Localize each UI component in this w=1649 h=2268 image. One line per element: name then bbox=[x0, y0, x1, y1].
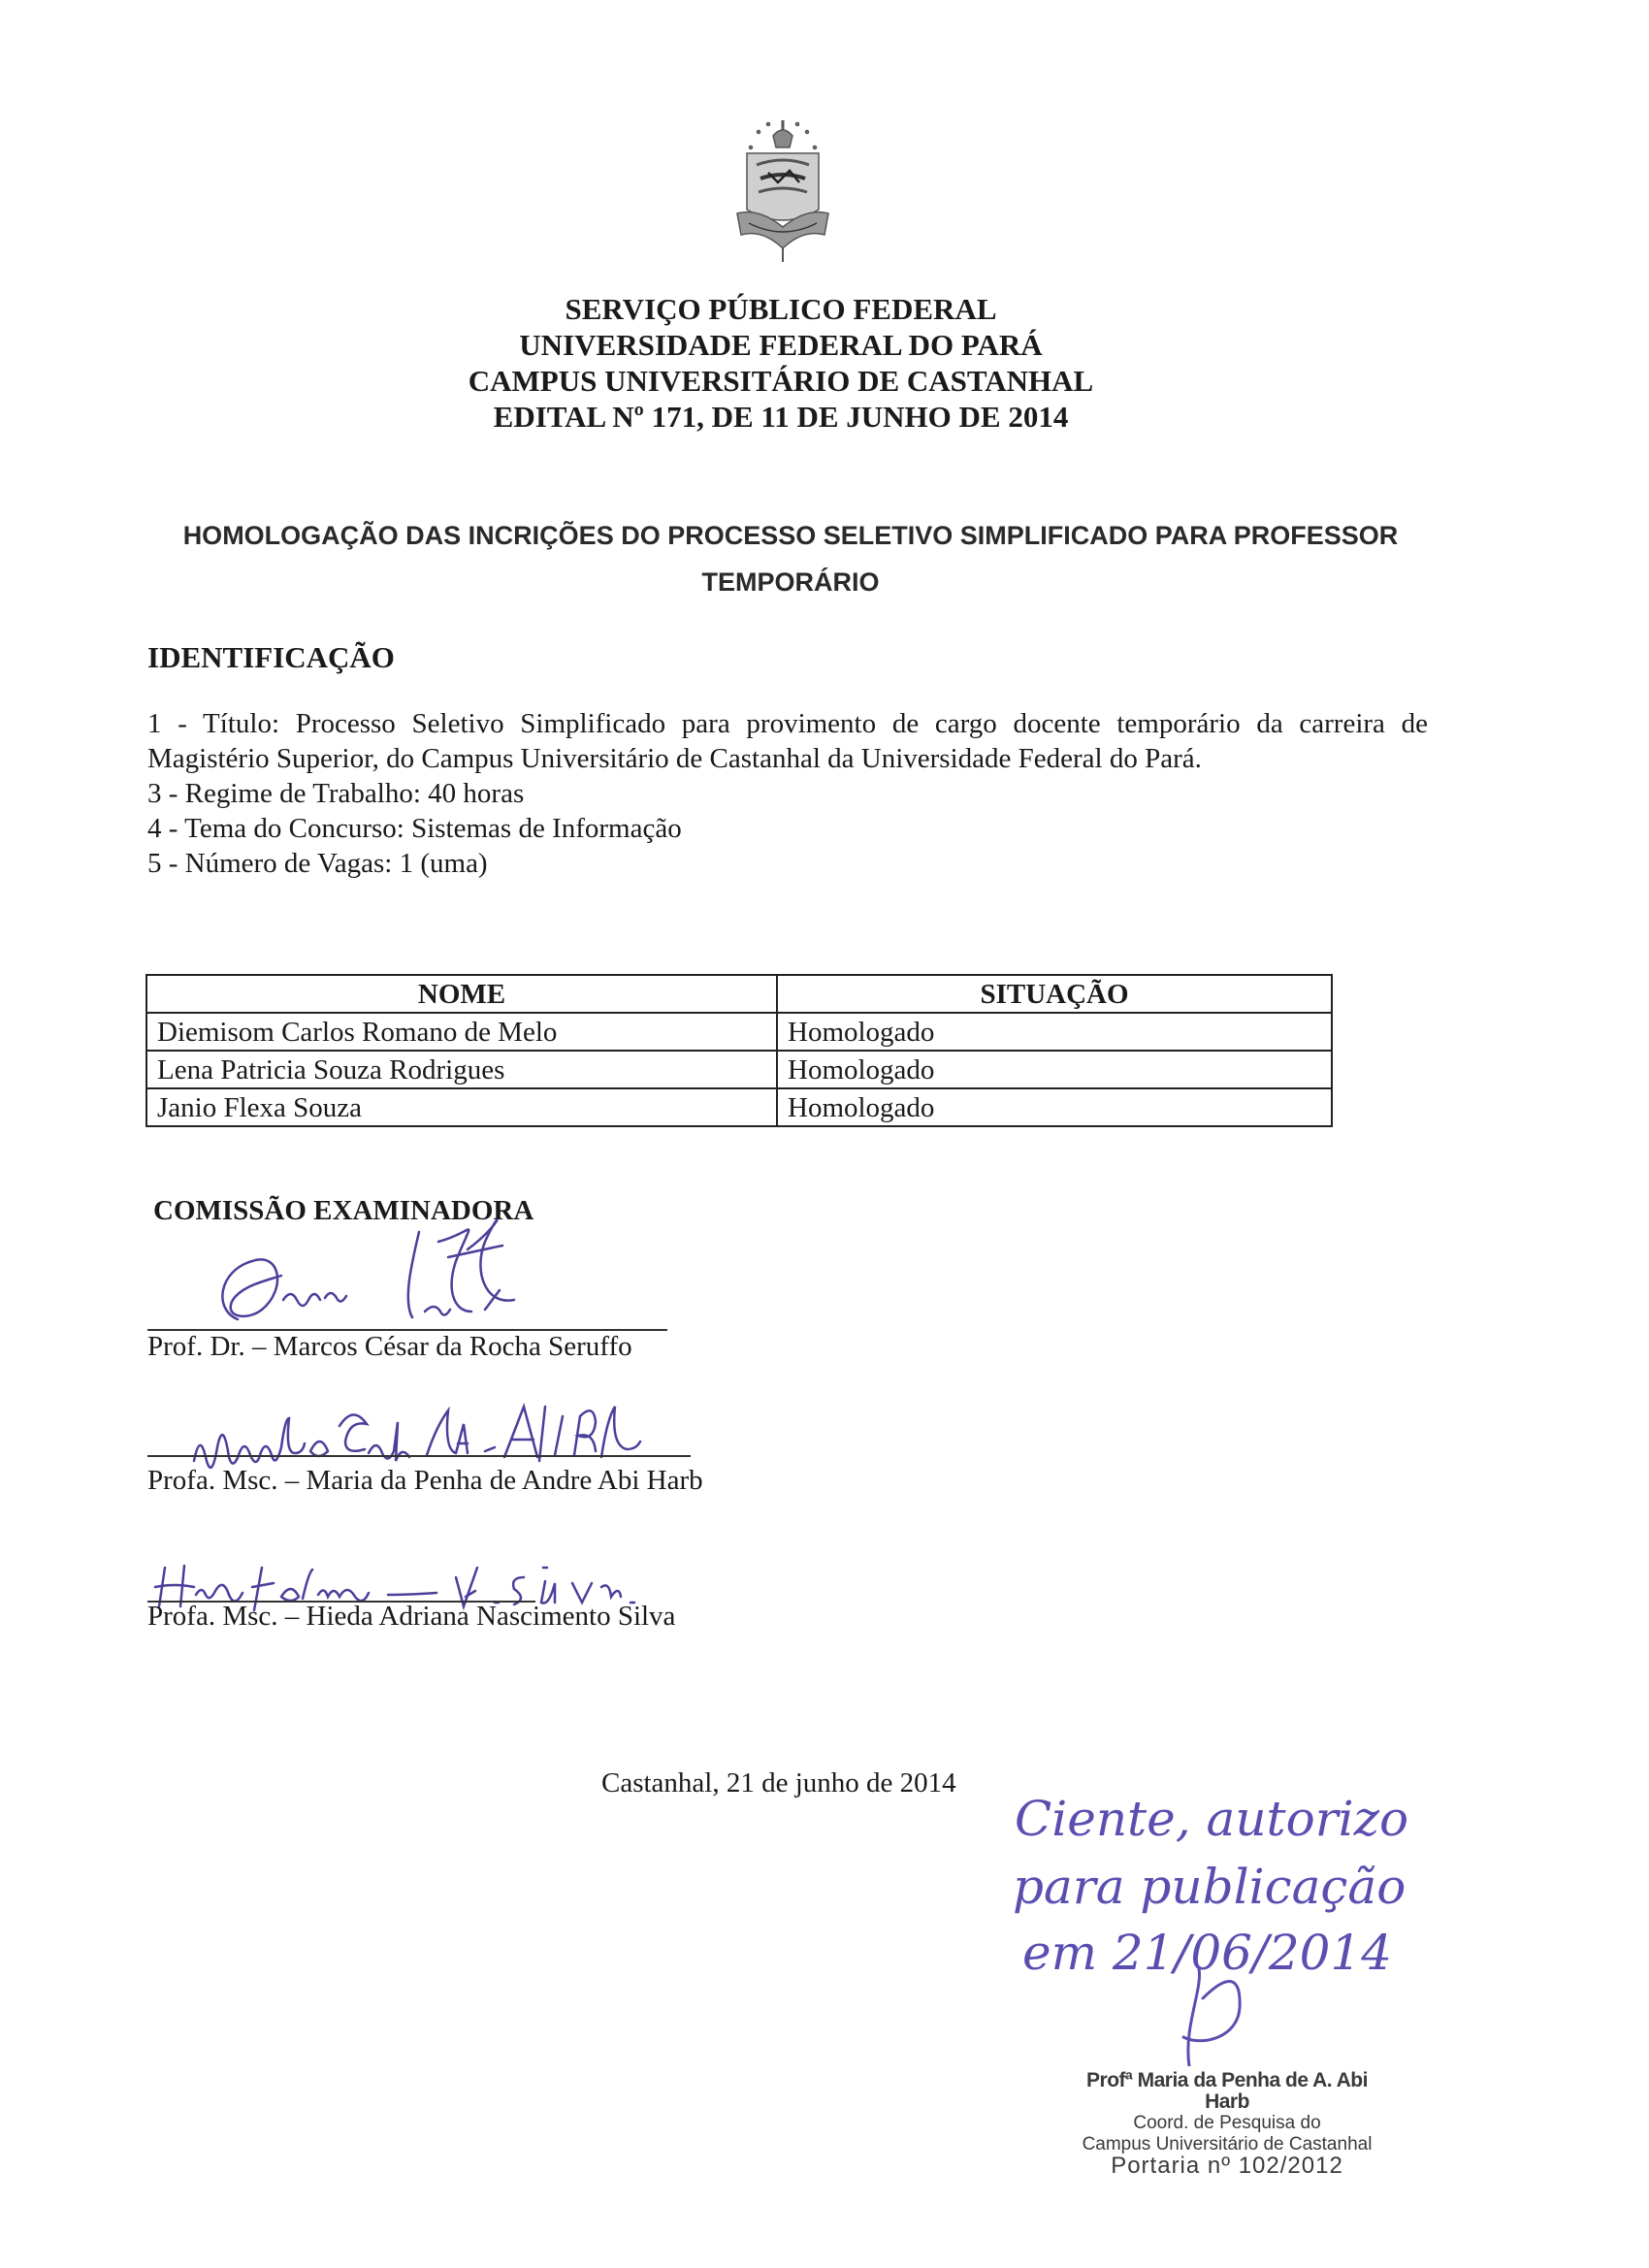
candidate-name: Diemisom Carlos Romano de Melo bbox=[146, 1013, 777, 1051]
header-line-campus: CAMPUS UNIVERSITÁRIO DE CASTANHAL bbox=[468, 364, 1094, 398]
identification-item-vacancies: 5 - Número de Vagas: 1 (uma) bbox=[147, 848, 488, 879]
signature-line bbox=[147, 1455, 691, 1457]
handwritten-line-1: Ciente, autorizo bbox=[1015, 1791, 1409, 1847]
identification-section bbox=[147, 706, 1428, 881]
identification-item-title: 1 - Título: Processo Seletivo Simplificado para provimento de cargo docente temporário da carreira de Magistério Superior, do Campus Universitário de Castanhal da Universidade Federal do Pará. bbox=[147, 708, 1428, 774]
handwritten-line-3: em 21/06/2014 bbox=[1022, 1925, 1393, 1981]
stamp-campus: Campus Universitário de Castanhal bbox=[1082, 2134, 1373, 2155]
stamp-ordinance: Portaria nº 102/2012 bbox=[1111, 2153, 1343, 2179]
commission-member-2: Profa. Msc. – Maria da Penha de Andre Abi Harb bbox=[147, 1465, 703, 1496]
signature-maria-da-penha bbox=[175, 1397, 718, 1474]
signature-marcos-seruffo bbox=[194, 1203, 553, 1339]
candidate-status: Homologado bbox=[777, 1051, 1332, 1088]
table-row bbox=[146, 1013, 1332, 1051]
document-header bbox=[0, 291, 1562, 435]
authorization-stamp bbox=[1067, 2070, 1387, 2177]
document-subtitle bbox=[146, 512, 1436, 605]
column-header-status: SITUAÇÃO bbox=[777, 975, 1332, 1013]
table-header-row bbox=[146, 975, 1332, 1013]
candidate-status: Homologado bbox=[777, 1013, 1332, 1051]
header-line-service: SERVIÇO PÚBLICO FEDERAL bbox=[565, 292, 997, 326]
handwritten-authorization-note bbox=[1009, 1775, 1416, 2066]
header-line-university: UNIVERSIDADE FEDERAL DO PARÁ bbox=[519, 328, 1043, 362]
commission-heading: COMISSÃO EXAMINADORA bbox=[153, 1195, 534, 1226]
identification-item-regime: 3 - Regime de Trabalho: 40 horas bbox=[147, 778, 525, 809]
commission-member-3: Profa. Msc. – Hieda Adriana Nascimento Silva bbox=[147, 1601, 676, 1632]
candidate-status: Homologado bbox=[777, 1088, 1332, 1126]
commission-member-1: Prof. Dr. – Marcos César da Rocha Seruffo bbox=[147, 1331, 632, 1362]
identification-item-theme: 4 - Tema do Concurso: Sistemas de Informação bbox=[147, 813, 682, 844]
subtitle-line-2: TEMPORÁRIO bbox=[701, 567, 880, 597]
candidates-table bbox=[146, 974, 1333, 1127]
table-row bbox=[146, 1088, 1332, 1126]
candidate-name: Janio Flexa Souza bbox=[146, 1088, 777, 1126]
subtitle-line-1: HOMOLOGAÇÃO DAS INCRIÇÕES DO PROCESSO SELETIVO SIMPLIFICADO PARA PROFESSOR bbox=[182, 521, 1399, 550]
identification-heading: IDENTIFICAÇÃO bbox=[147, 640, 395, 674]
column-header-name: NOME bbox=[146, 975, 777, 1013]
header-line-edital: EDITAL Nº 171, DE 11 DE JUNHO DE 2014 bbox=[493, 400, 1069, 434]
table-row bbox=[146, 1051, 1332, 1088]
place-and-date: Castanhal, 21 de junho de 2014 bbox=[601, 1767, 956, 1798]
candidate-name: Lena Patricia Souza Rodrigues bbox=[146, 1051, 777, 1088]
handwritten-line-2: para publicação bbox=[1013, 1859, 1406, 1915]
university-crest-icon bbox=[729, 114, 836, 270]
stamp-role: Coord. de Pesquisa do bbox=[1133, 2113, 1321, 2133]
stamp-name: Profª Maria da Penha de A. Abi Harb bbox=[1086, 2069, 1368, 2113]
